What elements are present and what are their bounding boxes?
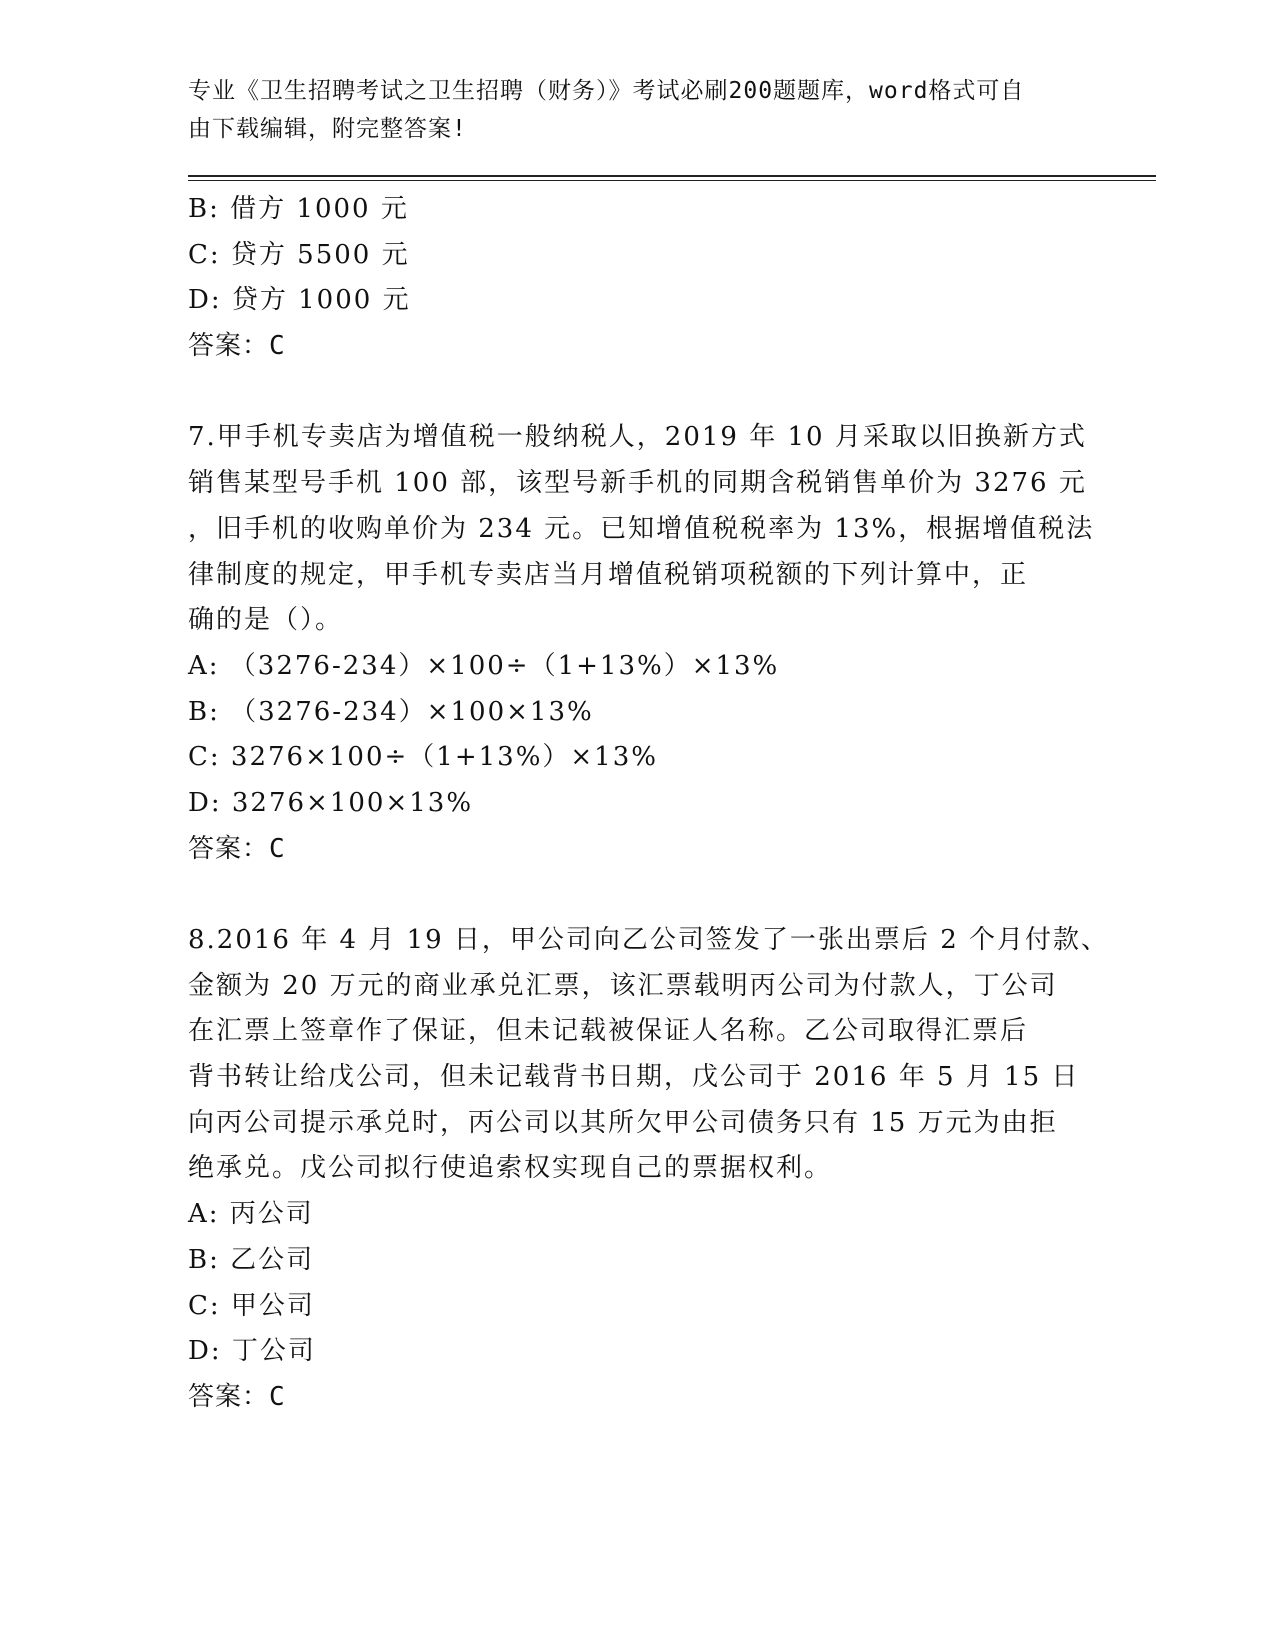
question-stem-line: 律制度的规定，甲手机专卖店当月增值税销项税额的下列计算中，正 [188,559,1029,590]
option-c: C: 甲公司 [188,1290,315,1321]
document-body [188,187,1109,1421]
header-title-line-1: 专业《卫生招聘考试之卫生招聘（财务）》考试必刷200题题库，word格式可自 [188,78,1025,104]
option-b: B: 借方 1000 元 [188,194,409,224]
question-stem-line: 在汇票上签章作了保证，但未记载被保证人名称。乙公司取得汇票后 [188,1016,1029,1047]
question-stem-line: 金额为 20 万元的商业承兑汇票，该汇票载明丙公司为付款人，丁公司 [188,970,1058,1001]
question-stem-line: 8.2016 年 4 月 19 日，甲公司向乙公司签发了一张出票后 2 个月付款、 [188,925,1109,955]
option-a: A: （3276-234）×100÷（1+13%）×13% [188,650,780,681]
option-d: D: 3276×100×13% [188,787,474,818]
header-divider [188,175,1156,181]
question-stem-line: 7.甲手机专卖店为增值税一般纳税人，2019 年 10 月采取以旧换新方式 [188,422,1087,453]
question-8 [188,918,1109,1421]
previous-question [188,187,1088,370]
question-stem-line: 背书转让给戊公司，但未记载背书日期，戊公司于 2016 年 5 月 15 日 [188,1062,1080,1093]
document-header [188,72,1068,148]
answer-line: 答案：C [188,833,286,864]
answer-line: 答案：C [188,331,286,362]
option-a: A: 丙公司 [188,1199,314,1230]
spacer [188,370,1088,416]
option-c: C: 3276×100÷（1+13%）×13% [188,742,658,773]
answer-line: 答案：C [188,1381,286,1412]
option-d: D: 贷方 1000 元 [188,285,411,316]
option-b: B: 乙公司 [188,1244,315,1275]
question-stem-line: ，旧手机的收购单价为 234 元。已知增值税税率为 13%，根据增值税法 [188,513,1095,544]
question-stem-line: 绝承兑。戊公司拟行使追索权实现自己的票据权利。 [188,1153,833,1184]
option-b: B: （3276-234）×100×13% [188,696,594,727]
option-c: C: 贷方 5500 元 [188,239,410,270]
question-7 [188,415,1095,872]
option-d: D: 丁公司 [188,1336,316,1367]
spacer [188,872,1088,918]
question-stem-line: 向丙公司提示承兑时，丙公司以其所欠甲公司债务只有 15 万元为由拒 [188,1107,1058,1138]
question-stem-line: 确的是（）。 [188,605,344,636]
question-stem-line: 销售某型号手机 100 部，该型号新手机的同期含税销售单价为 3276 元 [188,468,1087,499]
header-title-line-2: 由下载编辑，附完整答案! [188,116,467,142]
